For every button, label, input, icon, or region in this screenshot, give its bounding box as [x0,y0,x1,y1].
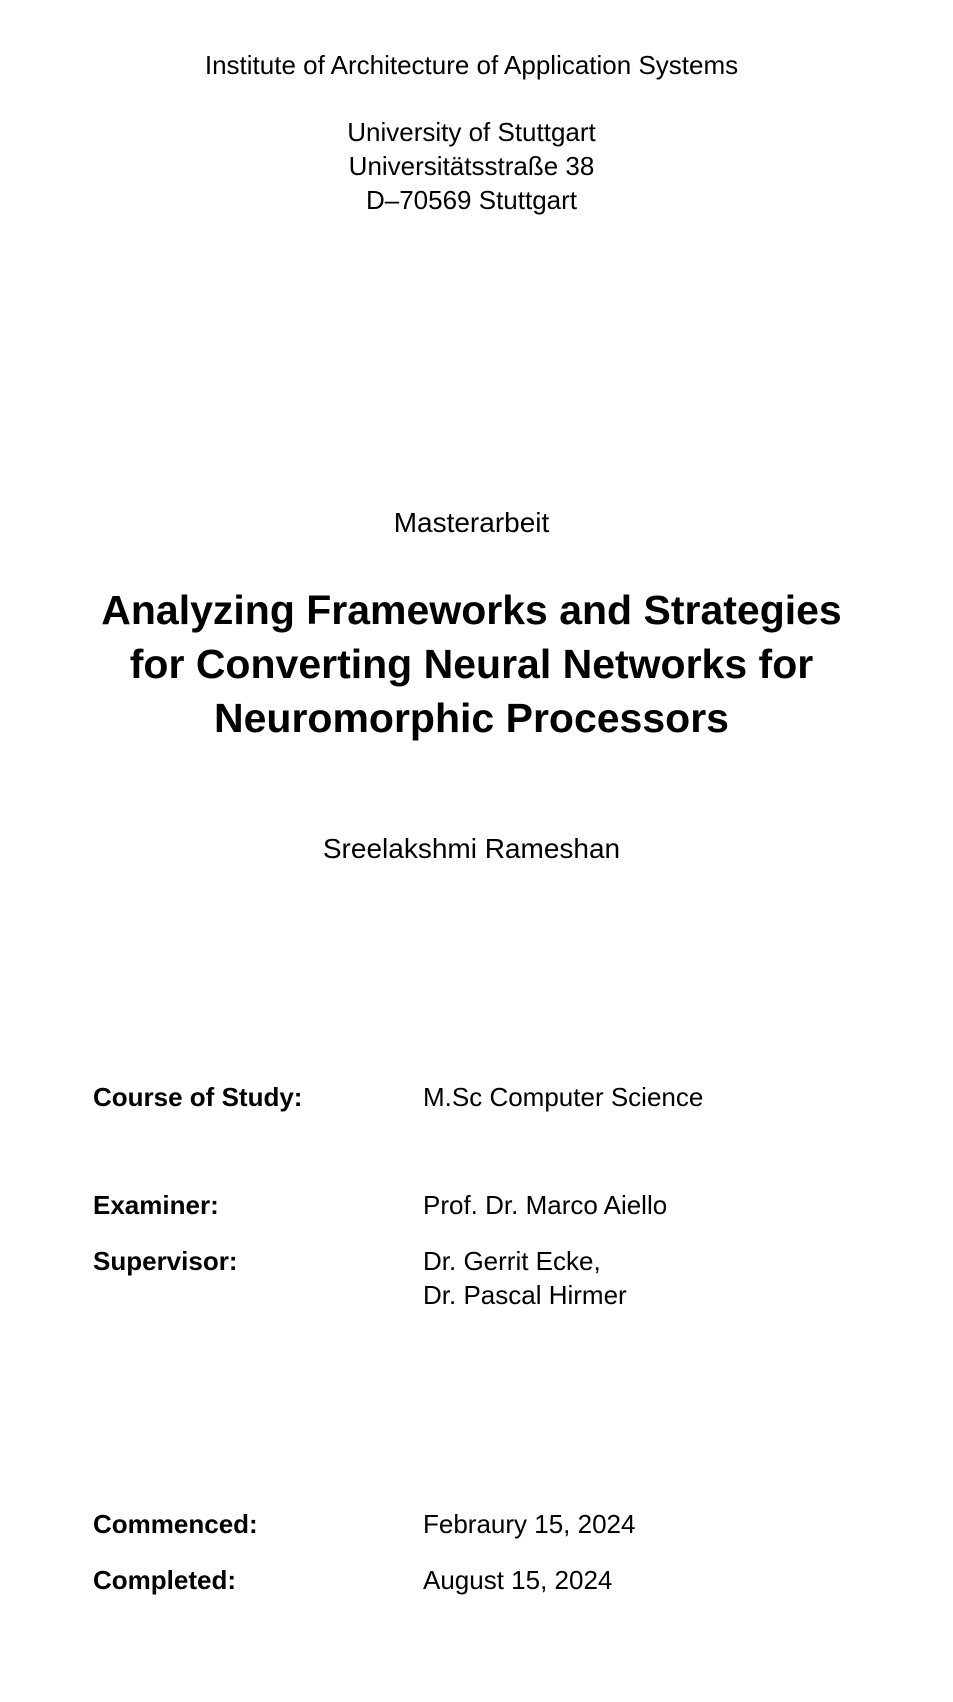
course-of-study-value: M.Sc Computer Science [423,1082,704,1112]
street-address: Universitätsstraße 38 [348,151,595,181]
examiner-label: Examiner: [93,1190,219,1220]
university-name: University of Stuttgart [347,117,596,147]
university-address [0,115,943,217]
city-postal: D–70569 Stuttgart [365,185,578,215]
supervisor-name-1: Dr. Gerrit Ecke, [423,1246,601,1276]
course-of-study-label: Course of Study: [93,1082,303,1112]
supervisor-label: Supervisor: [93,1246,238,1276]
completed-label: Completed: [93,1565,236,1595]
examiner-value: Prof. Dr. Marco Aiello [423,1190,668,1220]
supervisor-name-2: Dr. Pascal Hirmer [423,1280,627,1310]
thesis-title: Analyzing Frameworks and Strategies for Converting Neural Networks for Neuromorphic Processors [101,587,842,741]
commenced-label: Commenced: [93,1509,258,1539]
institute-name: Institute of Architecture of Application Systems [204,50,739,80]
supervisor-value [423,1244,627,1312]
author-name: Sreelakshmi Rameshan [322,833,621,864]
completed-date: August 15, 2024 [423,1565,613,1595]
document-type: Masterarbeit [393,507,550,538]
commenced-date: Febraury 15, 2024 [423,1509,636,1539]
